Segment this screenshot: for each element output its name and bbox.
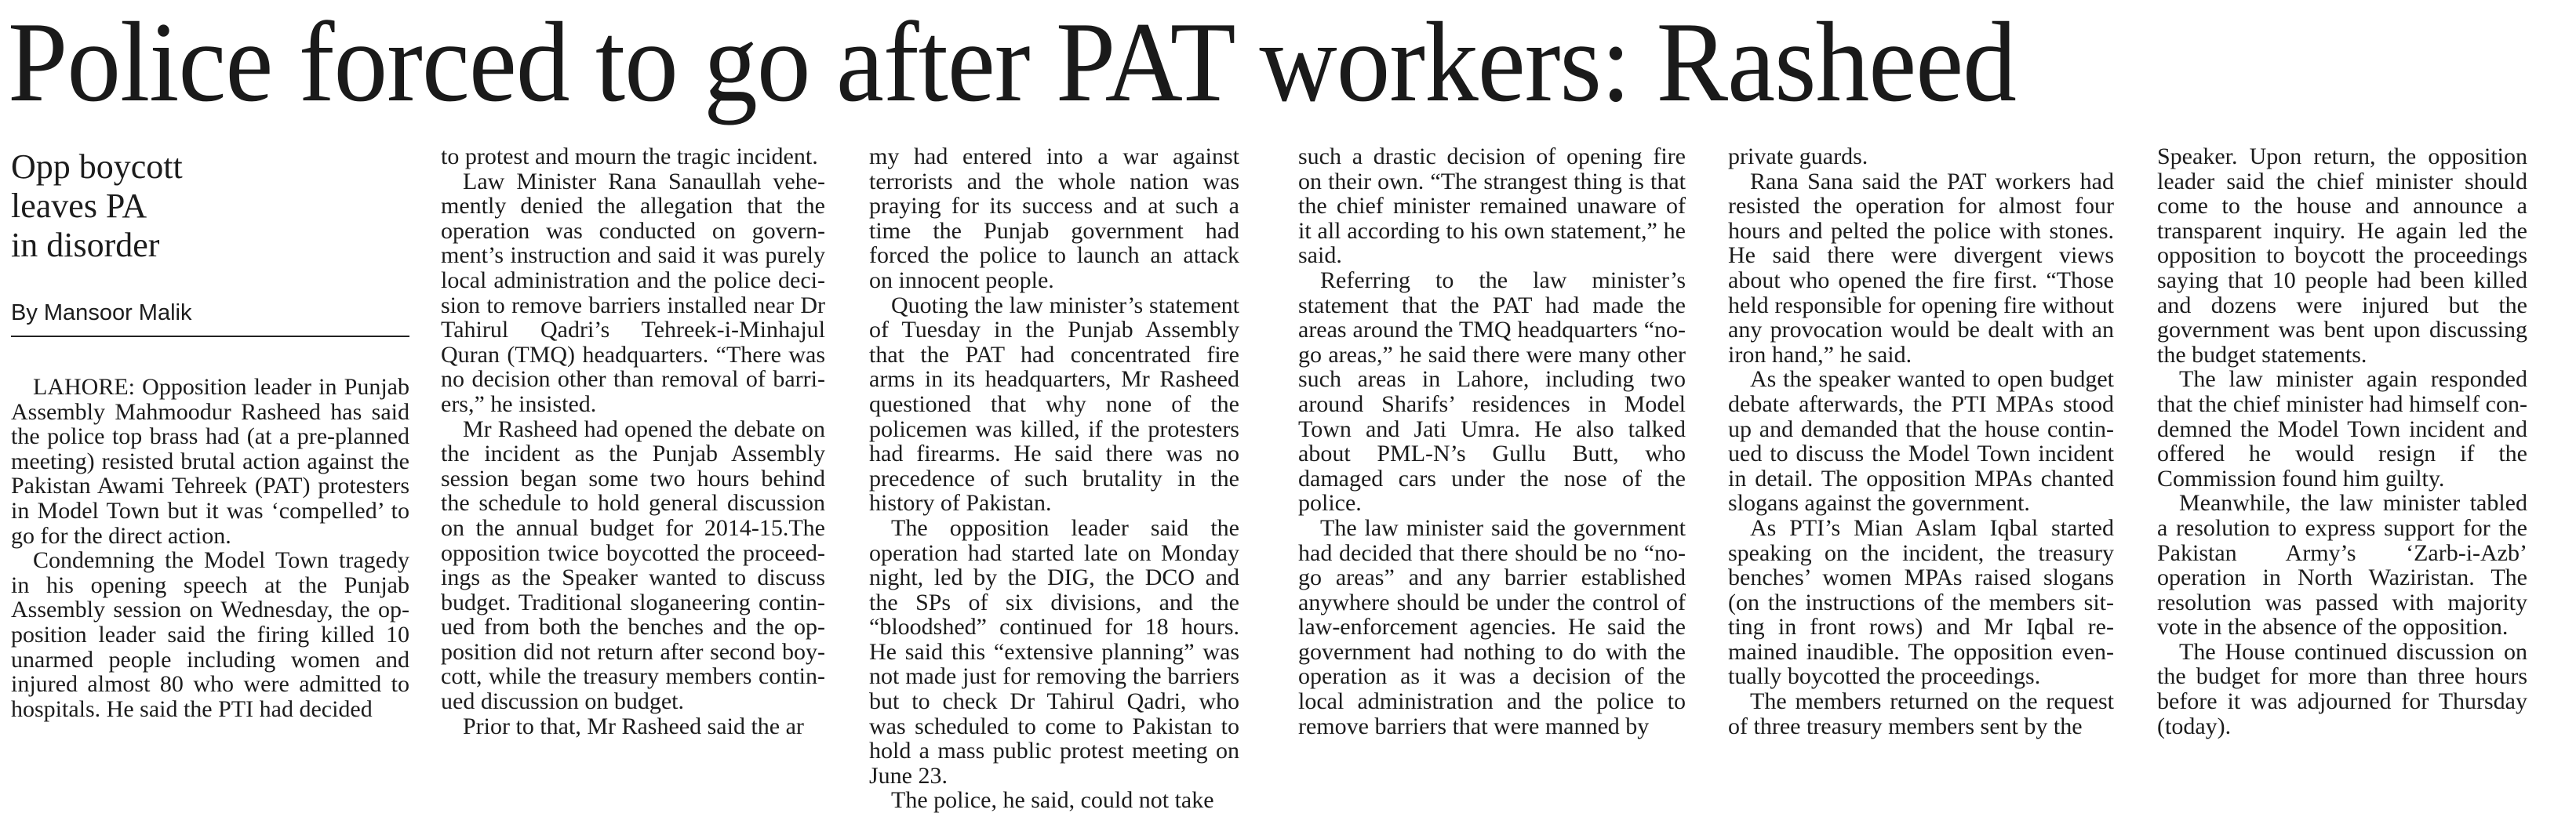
paragraph: Law Minister Rana Sanaullah vehemently denied the allegation that the operation was conducted on government’s instruction and said it was purely local administration and the police decision to remove barriers installed near Dr Tahirul Qadri’s Tehreek-i-Minhajul Quran (TMQ) headquarters. “There was no decision other than removal of barriers,” he insisted.: [441, 168, 825, 417]
paragraph: Quoting the law minister’s statement of Tuesday in the Punjab Assembly that the PAT had concentrated fire arms in its headquarters, Mr Rasheed questioned that why none of the policemen was killed, if the protesters had firearms. He said there was no precedence of such brutality in the history of Pakistan.: [869, 292, 1239, 517]
paragraph-continued: my had entered into a war against terrorists and the whole nation was praying for its success and at such a time the Punjab government had forced the police to launch an attack on innocent people.: [869, 143, 1239, 293]
paragraph: The law minister said the government had decided that there should be no “no-go areas” and any barrier established anywhere should be under the control of law-enforcement agencies. He said the government had nothing to do with the operation as it was a decision of the local administration and the police to remove barriers that were manned by: [1298, 514, 1686, 739]
column-body: [11, 375, 409, 721]
paragraph: The members returned on the request of three treasury members sent by the: [1728, 688, 2114, 739]
headline: Police forced to go after PAT workers: Rasheed: [8, 0, 2016, 125]
paragraph: The law minister again responded that the chief minister had himself condemned the Model Town incident and offered he would resign if the Commission found him guilty.: [2157, 366, 2527, 492]
byline: By Mansoor Malik: [11, 299, 409, 337]
article-column-4: [1298, 144, 1686, 739]
paragraph-continued: private guards.: [1728, 143, 1868, 169]
paragraph: Prior to that, Mr Rasheed said the ar: [463, 713, 804, 739]
paragraph: As PTI’s Mian Aslam Iqbal started speaking on the incident, the treasury benches’ women MPAs raised slogans (on the instructions of the members sitting in front rows) and Mr Iqbal remained inaudible. The opposition eventually boycotted the proceedings.: [1728, 514, 2114, 690]
article-column-2: [441, 144, 825, 739]
paragraph: LAHORE: Opposition leader in Punjab Assembly Mahmoodur Rasheed has said the police top brass had (at a pre-planned meeting) resisted brutal action against the Pakistan Awami Tehreek (PAT) protesters in Model Town but it was ‘compelled’ to go for the direct action.: [11, 374, 409, 549]
paragraph: Meanwhile, the law minister tabled a resolution to express support for the Pakistan Army’s ‘Zarb-i-Azb’ operation in North Waziristan. The resolution was passed with majority vote in the absence of the opposition.: [2157, 490, 2527, 641]
paragraph: Rana Sana said the PAT workers had resisted the operation for almost four hours and pelted the police with stones. He said there were divergent views about who opened the fire first. “Those held responsible for opening fire without any provocation would be dealt with an iron hand,” he said.: [1728, 168, 2114, 368]
paragraph-continued: Speaker. Upon return, the opposition leader said the chief minister should come to the house and announce a transparent inquiry. He again led the opposition to boycott the proceedings saying that 10 people had been killed and dozens were injured but the government was bent upon discussing the budget statements.: [2157, 143, 2527, 368]
paragraph: As the speaker wanted to open budget debate afterwards, the PTI MPAs stood up and demanded that the house continued to discuss the Model Town incident in detail. The opposition MPAs chanted slogans against the government.: [1728, 366, 2114, 517]
paragraph-continued: to protest and mourn the tragic incident.: [441, 143, 818, 169]
paragraph: The opposition leader said the operation had started late on Monday night, led by the DIG, the DCO and the SPs of six divisions, and the “bloodshed” continued for 18 hours. He said this “extensive planning” was not made just for removing the barriers but to check Dr Tahirul Qadri, who was scheduled to come to Pakistan to hold a mass public protest meeting on June 23.: [869, 514, 1239, 789]
deck-line: Opp boycott: [11, 147, 183, 186]
article-column-1: [11, 144, 409, 721]
article-column-5: [1728, 144, 2114, 739]
deck-line: in disorder: [11, 226, 160, 264]
deck-line: leaves PA: [11, 187, 147, 225]
paragraph-continued: such a drastic decision of opening fire on their own. “The strangest thing is that the chief minister remained unaware of it all according to his own statement,” he said.: [1298, 143, 1686, 269]
paragraph: Referring to the law minister’s statement that the PAT had made the areas around the TMQ headquarters “no-go areas,” he said there were many other such areas in Lahore, including two around Sharifs’ residences in Model Town and Jati Umra. He also talked about PML-N’s Gullu Butt, who damaged cars under the nose of the police.: [1298, 267, 1686, 517]
paragraph: The police, he said, could not take: [891, 787, 1214, 813]
paragraph: Condemning the Model Town tragedy in his opening speech at the Punjab Assembly session on Wednesday, the opposition leader said the firing killed 10 unarmed people including women and injured almost 80 who were admitted to hospitals. He said the PTI had decided: [11, 547, 409, 722]
article-column-3: [869, 144, 1239, 813]
paragraph: Mr Rasheed had opened the debate on the incident as the Punjab Assembly session began some two hours behind the schedule to hold general discussion on the annual budget for 2014-15.The opposition twice boycotted the proceedings as the Speaker wanted to discuss budget. Traditional sloganeering continued from both the benches and the opposition did not return after second boycott, while the treasury members continued discussion on budget.: [441, 416, 825, 715]
paragraph: The House continued discussion on the budget for more than three hours before it was adjourned for Thursday (today).: [2157, 638, 2527, 739]
subheadline-deck: [11, 147, 409, 265]
article-column-6: [2157, 144, 2527, 739]
